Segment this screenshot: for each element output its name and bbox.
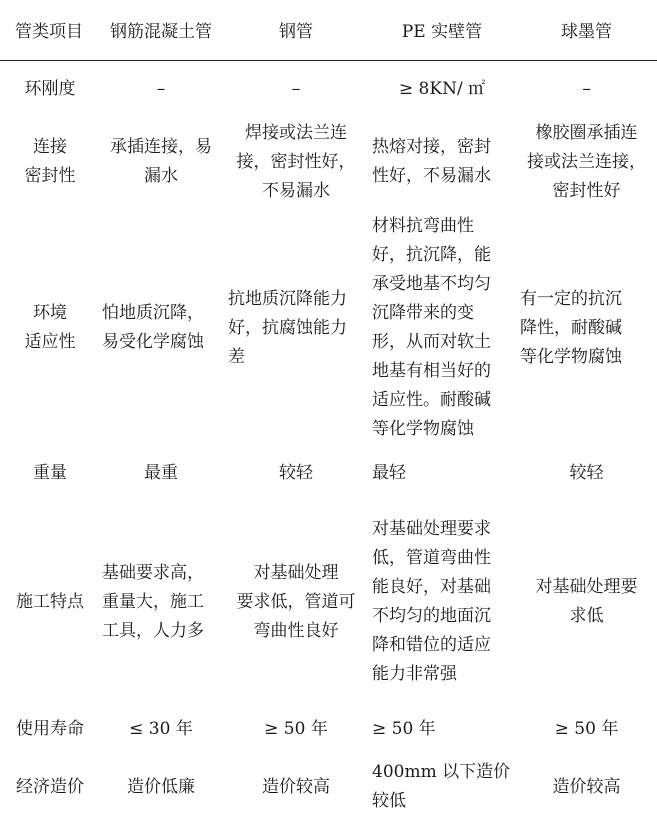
table-row xyxy=(0,208,657,448)
table-row xyxy=(0,116,657,208)
table-cell: – xyxy=(291,78,301,99)
table-cell: 造价较高 xyxy=(262,776,330,797)
table-cell: 抗地质沉降能力 好，抗腐蚀能力 差 xyxy=(228,288,347,367)
table-cell: 基础要求高， 重量大，施工 工具，人力多 xyxy=(102,562,204,641)
row-label: 重量 xyxy=(33,462,67,483)
header-pe-pipe: PE 实壁管 xyxy=(368,0,516,60)
table-cell: 橡胶圈承插连 接或法兰连接， 密封性好 xyxy=(527,122,646,201)
table-row xyxy=(0,706,657,752)
table-row xyxy=(0,752,657,822)
table-cell: 怕地质沉降， 易受化学腐蚀 xyxy=(102,303,204,352)
table-cell: ≥ 50 年 xyxy=(264,718,328,739)
table-cell: ≤ 30 年 xyxy=(129,718,193,739)
table-cell: 较轻 xyxy=(279,462,313,483)
table-row xyxy=(0,448,657,498)
table-cell: ≥ 8KN/ ㎡ xyxy=(398,78,486,99)
table-cell: 材料抗弯曲性 好，抗沉降，能 承受地基不均匀 沉降带来的变 形，从而对软土 地基有相当好的 适应性。耐酸碱 等化学物腐蚀 xyxy=(372,216,491,439)
row-label: 连接 密封性 xyxy=(24,137,76,186)
table-row xyxy=(0,60,657,116)
table-cell: – xyxy=(582,78,591,99)
header-item: 管类项目 xyxy=(0,0,98,60)
table-row xyxy=(0,498,657,706)
row-label: 施工特点 xyxy=(16,591,84,612)
header-steel-pipe: 钢管 xyxy=(224,0,368,60)
table-cell: 有一定的抗沉 降性，耐酸碱 等化学物腐蚀 xyxy=(520,288,622,367)
row-label: 使用寿命 xyxy=(16,718,84,739)
table-cell: 最轻 xyxy=(372,462,406,483)
table-cell: 承插连接，易 漏水 xyxy=(110,137,212,186)
table-cell: 最重 xyxy=(144,462,178,483)
header-ductile-iron-pipe: 球墨管 xyxy=(516,0,657,60)
table-cell: 较轻 xyxy=(569,462,604,483)
row-label: 经济造价 xyxy=(16,776,84,797)
table-cell: ≥ 50 年 xyxy=(554,718,619,739)
table-cell: 焊接或法兰连 接，密封性好， 不易漏水 xyxy=(236,122,356,201)
table-cell: 造价低廉 xyxy=(127,776,195,797)
table-cell: 对基础处理要求 低，管道弯曲性 能良好，对基础 不均匀的地面沉 降和错位的适应 能力非常强 xyxy=(372,519,491,684)
table-cell: 热熔对接，密封 性好，不易漏水 xyxy=(372,137,491,186)
table-cell: 造价较高 xyxy=(552,776,621,797)
table-cell: ≥ 50 年 xyxy=(372,718,436,739)
table-cell: – xyxy=(156,78,166,99)
table-cell: 400mm 以下造价 较低 xyxy=(372,762,511,811)
row-label: 环刚度 xyxy=(24,78,76,99)
table-cell: 对基础处理要 求低 xyxy=(535,577,638,626)
row-label: 环境 适应性 xyxy=(24,303,76,352)
header-concrete-pipe: 钢筋混凝土管 xyxy=(98,0,224,60)
table-cell: 对基础处理 要求低，管道可 弯曲性良好 xyxy=(236,562,356,641)
header-row xyxy=(0,0,657,60)
